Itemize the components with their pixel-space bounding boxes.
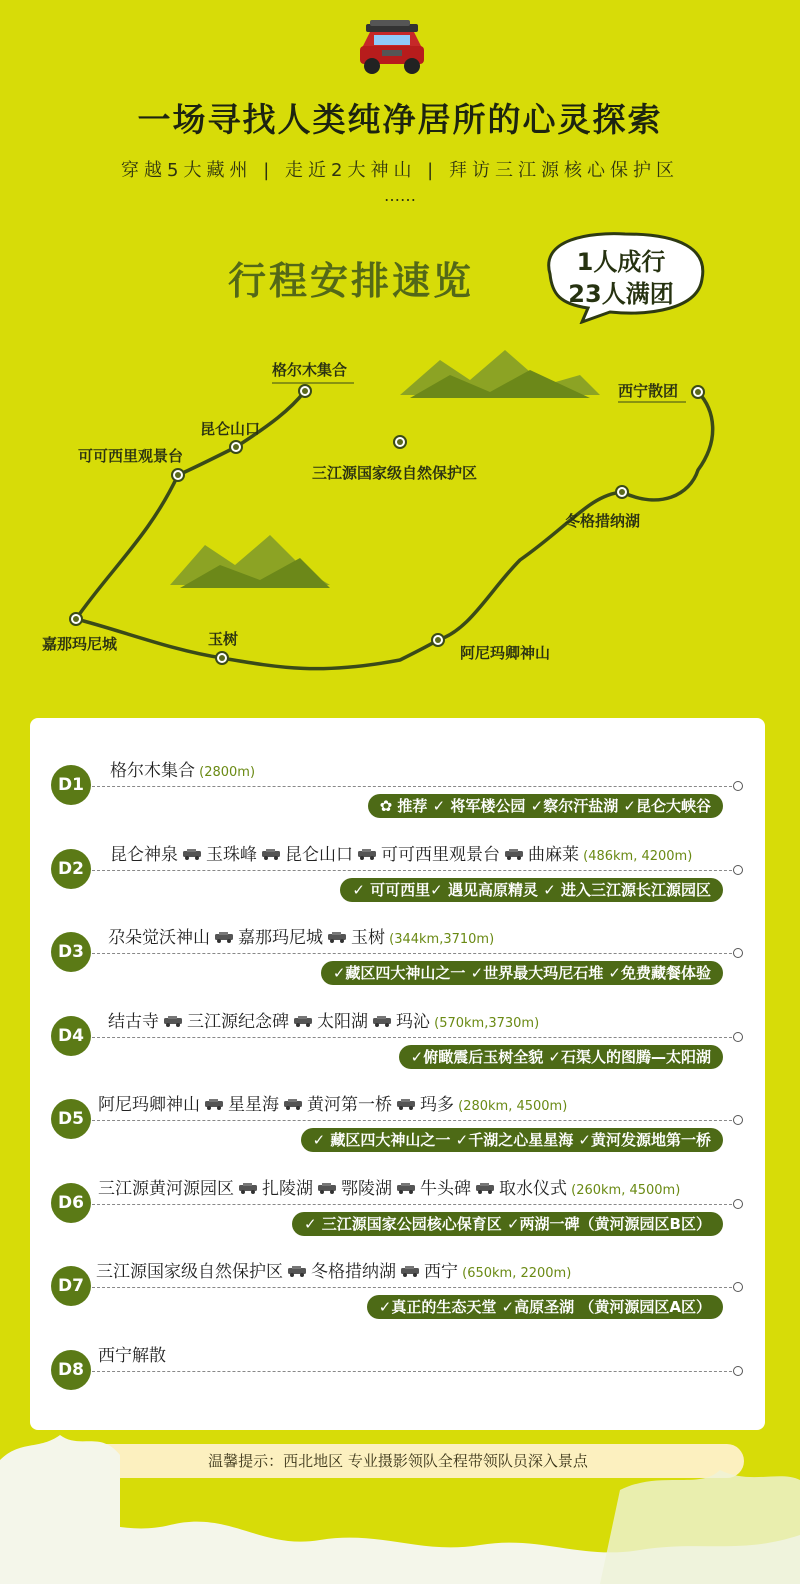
divider-end-dot bbox=[733, 1366, 743, 1376]
day-highlight: ✓藏区四大神山之一 ✓世界最大玛尼石堆 ✓免费藏餐体验 bbox=[321, 961, 723, 985]
route-distance: (486km, 4200m) bbox=[579, 848, 693, 864]
car-icon bbox=[474, 1182, 496, 1194]
itinerary-day-d3 bbox=[30, 885, 765, 982]
divider-end-dot bbox=[733, 865, 743, 875]
route-distance: (650km, 2200m) bbox=[458, 1266, 572, 1281]
car-icon bbox=[326, 931, 348, 943]
route-stop: 结古寺 bbox=[108, 1011, 159, 1032]
dashed-divider bbox=[92, 1371, 737, 1372]
map-label-xining: 西宁散团 bbox=[618, 382, 679, 400]
route-distance: (260km, 4500m) bbox=[567, 1182, 681, 1198]
day-route bbox=[108, 923, 494, 948]
car-icon bbox=[395, 1182, 417, 1194]
map-label-jianamani: 嘉那玛尼城 bbox=[42, 635, 118, 653]
ellipsis: …… bbox=[384, 186, 416, 205]
day-route bbox=[98, 1341, 166, 1366]
page-subtitle: 穿越5大藏州 | 走近2大神山 | 拜访三江源核心保护区 bbox=[121, 160, 679, 181]
car-icon bbox=[316, 1182, 338, 1194]
dashed-divider bbox=[92, 1037, 737, 1038]
divider-end-dot bbox=[733, 781, 743, 791]
car-icon bbox=[282, 1098, 304, 1110]
route-stop: 星星海 bbox=[228, 1095, 279, 1115]
map-label-kekexili: 可可西里观景台 bbox=[78, 447, 184, 465]
route-distance: (344km,3710m) bbox=[385, 932, 495, 947]
route-stop: 玛多 bbox=[420, 1095, 454, 1115]
car-icon bbox=[503, 848, 525, 860]
bubble-line1: 1人成行 bbox=[576, 248, 666, 276]
itinerary-card bbox=[30, 718, 765, 1430]
route-stop: 阿尼玛卿神山 bbox=[98, 1095, 200, 1115]
car-illustration bbox=[356, 18, 428, 78]
day-highlight: ✓ 三江源国家公园核心保育区 ✓两湖一碑（黄河源园区B区） bbox=[292, 1212, 723, 1236]
route-stop: 尕朵觉沃神山 bbox=[108, 928, 210, 948]
day-highlight: ✓真正的生态天堂 ✓高原圣湖 （黄河源园区A区） bbox=[367, 1295, 723, 1319]
route-stop: 昆仑神泉 bbox=[110, 844, 178, 865]
car-icon bbox=[371, 1015, 393, 1027]
car-icon bbox=[260, 848, 282, 860]
car-icon bbox=[286, 1265, 308, 1277]
car-icon bbox=[181, 848, 203, 860]
itinerary-day-d6 bbox=[30, 1136, 765, 1233]
dashed-divider bbox=[92, 786, 737, 787]
car-icon bbox=[203, 1098, 225, 1110]
map-label-geermu: 格尔木集合 bbox=[272, 361, 348, 379]
day-route bbox=[96, 1257, 571, 1282]
page-title: 一场寻找人类纯净居所的心灵探索 bbox=[137, 100, 663, 139]
map-label-sanjiangyuan: 三江源国家级自然保护区 bbox=[312, 464, 478, 482]
car-icon bbox=[213, 931, 235, 943]
route-stop: 西宁 bbox=[424, 1262, 458, 1282]
map-label-kunlun: 昆仑山口 bbox=[200, 420, 261, 438]
itinerary-day-d7 bbox=[30, 1219, 765, 1316]
route-stop: 冬格措纳湖 bbox=[311, 1262, 396, 1282]
day-route bbox=[98, 1174, 680, 1199]
route-stop: 黄河第一桥 bbox=[307, 1095, 392, 1115]
itinerary-day-d4 bbox=[30, 969, 765, 1066]
route-stop: 扎陵湖 bbox=[262, 1178, 313, 1199]
route-stop: 西宁解散 bbox=[98, 1345, 166, 1366]
day-highlight: ✓俯瞰震后玉树全貌 ✓石渠人的图腾—太阳湖 bbox=[399, 1045, 723, 1069]
dashed-divider bbox=[92, 953, 737, 954]
divider-end-dot bbox=[733, 1115, 743, 1125]
tip-banner: 温馨提示：西北地区 专业摄影领队全程带领队员深入景点 bbox=[52, 1444, 744, 1478]
route-stop: 格尔木集合 bbox=[110, 761, 195, 781]
itinerary-day-d8 bbox=[30, 1303, 765, 1387]
day-badge: D6 bbox=[51, 1183, 91, 1223]
dashed-divider bbox=[92, 1204, 737, 1205]
route-distance: (2800m) bbox=[195, 765, 256, 780]
car-icon bbox=[356, 848, 378, 860]
divider-end-dot bbox=[733, 1032, 743, 1042]
route-stop: 取水仪式 bbox=[499, 1178, 567, 1199]
route-stop: 昆仑山口 bbox=[285, 844, 353, 865]
route-stop: 太阳湖 bbox=[317, 1011, 368, 1032]
day-highlight: ✓ 可可西里✓ 遇见高原精灵 ✓ 进入三江源长江源园区 bbox=[340, 878, 723, 902]
day-badge: D4 bbox=[51, 1016, 91, 1056]
day-route bbox=[108, 1007, 539, 1032]
day-badge: D5 bbox=[51, 1099, 91, 1139]
dashed-divider bbox=[92, 1120, 737, 1121]
day-badge: D8 bbox=[51, 1350, 91, 1390]
car-icon bbox=[399, 1265, 421, 1277]
route-stop: 牛头碑 bbox=[420, 1178, 471, 1199]
route-stop: 三江源黄河源园区 bbox=[98, 1178, 234, 1199]
dashed-divider bbox=[92, 1287, 737, 1288]
divider-end-dot bbox=[733, 1199, 743, 1209]
day-badge: D3 bbox=[51, 932, 91, 972]
car-icon bbox=[237, 1182, 259, 1194]
itinerary-day-d5 bbox=[30, 1052, 765, 1149]
route-stop: 曲麻莱 bbox=[528, 844, 579, 865]
route-distance: (570km,3730m) bbox=[430, 1015, 540, 1031]
map-label-donggecuona: 冬格措纳湖 bbox=[565, 512, 641, 530]
route-stop: 鄂陵湖 bbox=[341, 1178, 392, 1199]
divider-end-dot bbox=[733, 948, 743, 958]
group-size-bubble bbox=[530, 224, 712, 324]
cloud-decoration bbox=[0, 1430, 800, 1584]
route-stop: 玉树 bbox=[351, 928, 385, 948]
bubble-line2: 23人满团 bbox=[568, 280, 674, 308]
day-badge: D1 bbox=[51, 765, 91, 805]
day-route bbox=[110, 756, 255, 781]
itinerary-day-d1 bbox=[30, 718, 765, 815]
itinerary-day-d2 bbox=[30, 802, 765, 899]
route-stop: 三江源国家级自然保护区 bbox=[96, 1262, 283, 1282]
car-icon bbox=[162, 1015, 184, 1027]
dashed-divider bbox=[92, 870, 737, 871]
day-route bbox=[98, 1090, 567, 1115]
divider-end-dot bbox=[733, 1282, 743, 1292]
day-route bbox=[110, 840, 692, 865]
day-badge: D2 bbox=[51, 849, 91, 889]
section-title: 行程安排速览 bbox=[228, 259, 475, 303]
day-highlight: ✓ 藏区四大神山之一 ✓千湖之心星星海 ✓黄河发源地第一桥 bbox=[301, 1128, 723, 1152]
route-stop: 玉珠峰 bbox=[206, 844, 257, 865]
day-highlight: ✿ 推荐 ✓ 将军楼公园 ✓察尔汗盐湖 ✓昆仑大峡谷 bbox=[368, 794, 723, 818]
route-stop: 可可西里观景台 bbox=[381, 844, 500, 865]
map-label-yushu: 玉树 bbox=[208, 630, 239, 648]
car-icon bbox=[292, 1015, 314, 1027]
car-icon bbox=[395, 1098, 417, 1110]
route-stop: 玛沁 bbox=[396, 1011, 430, 1032]
route-stop: 嘉那玛尼城 bbox=[238, 928, 323, 948]
day-badge: D7 bbox=[51, 1266, 91, 1306]
route-distance: (280km, 4500m) bbox=[454, 1099, 568, 1114]
map-label-animaqing: 阿尼玛卿神山 bbox=[460, 644, 551, 662]
route-stop: 三江源纪念碑 bbox=[187, 1011, 289, 1032]
route-map bbox=[0, 330, 800, 710]
